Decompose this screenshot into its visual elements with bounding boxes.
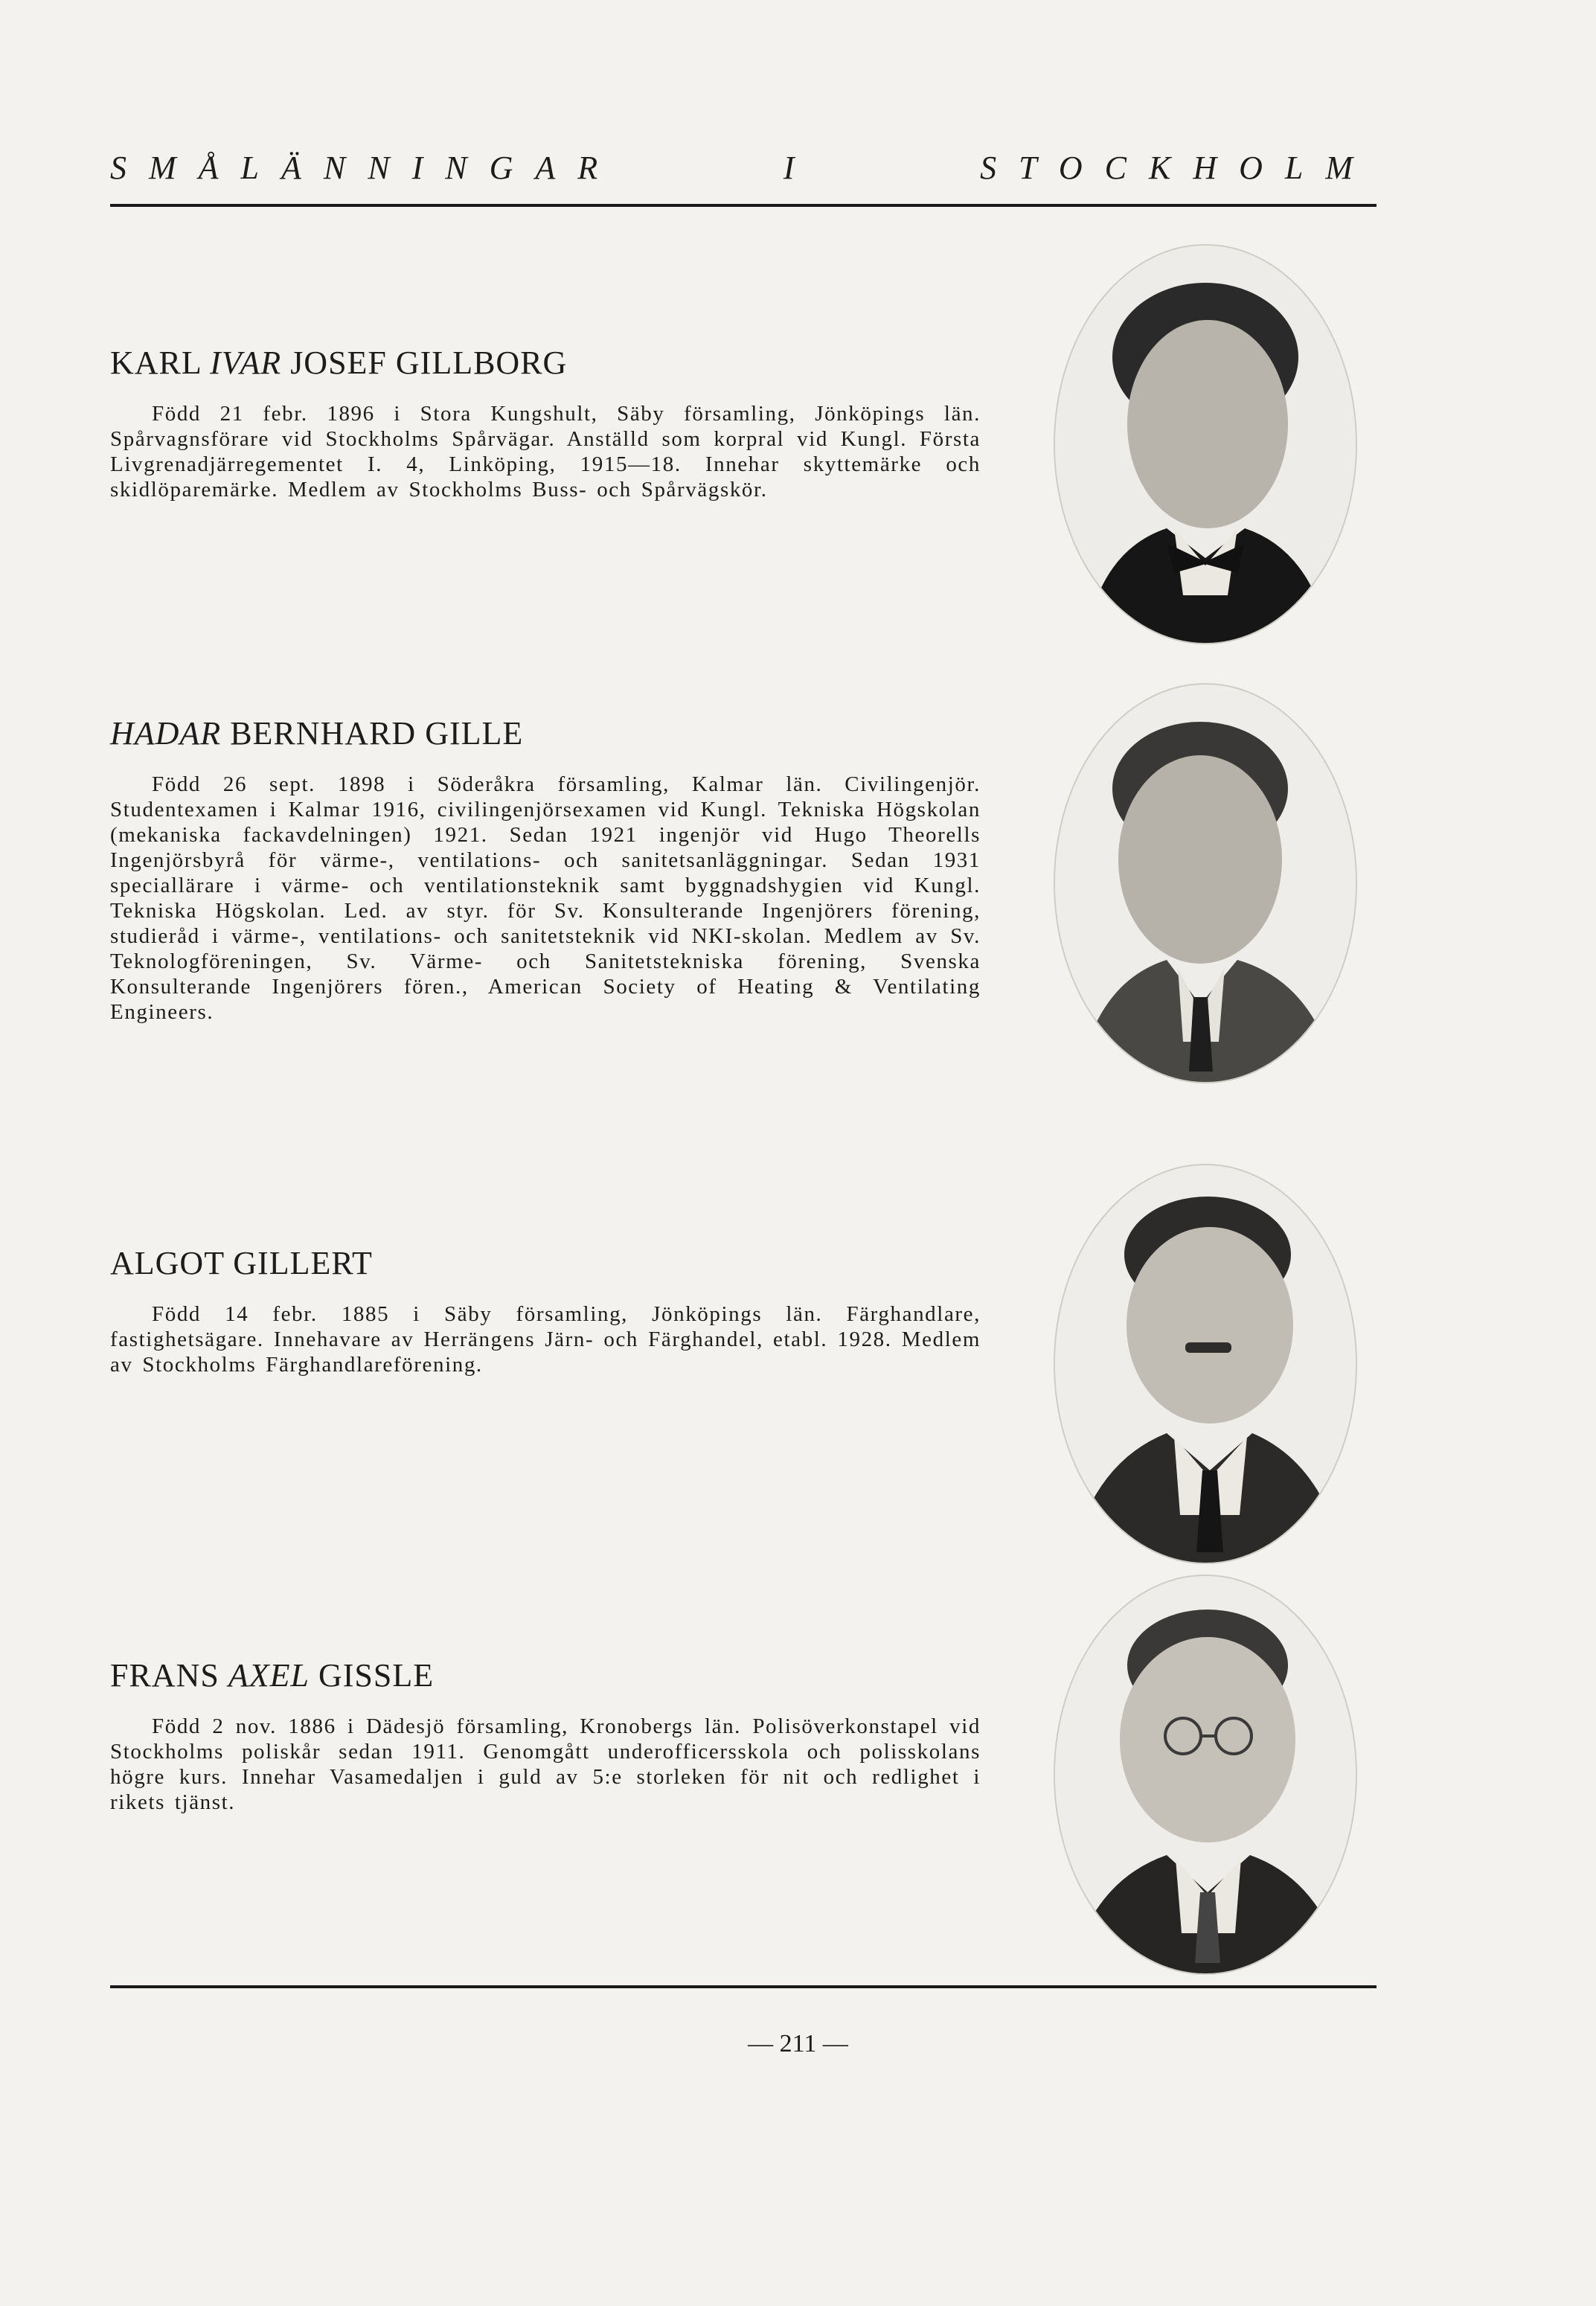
person-name — [110, 714, 981, 752]
name-part-italic: HADAR — [110, 715, 222, 752]
portrait-photo — [1055, 1576, 1356, 1973]
portrait-photo — [1055, 685, 1356, 1082]
biography-entry — [110, 1244, 981, 1377]
running-header-title: SMÅLÄNNINGAR I STOCKHOLM — [110, 150, 1375, 186]
page-number: — 211 — — [748, 2030, 848, 2057]
portrait-photo — [1055, 246, 1356, 643]
name-part: FRANS — [110, 1657, 228, 1694]
person-bio: Född 21 febr. 1896 i Stora Kungshult, Säby församling, Jönköpings län. Spårvagnsförare vid Stockholms Spårvägar. Anställd som korpral vid Kungl. Första Livgrenadjärregementet I. 4, Linköping, 1915—18. Innehar skyttemärke och skidlöparemärke. Medlem av Stockholms Buss- och Spårvägskör. — [110, 402, 981, 502]
running-header — [110, 149, 1375, 193]
name-part: JOSEF GILLBORG — [281, 345, 568, 381]
name-part-italic: AXEL — [228, 1657, 310, 1694]
person-name — [110, 344, 981, 382]
name-part: GISSLE — [309, 1657, 435, 1694]
header-rule — [110, 204, 1377, 207]
name-part: KARL — [110, 345, 211, 381]
name-part-italic: IVAR — [210, 345, 282, 381]
person-name — [110, 1656, 981, 1694]
footer-rule — [110, 1985, 1377, 1988]
person-bio: Född 2 nov. 1886 i Dädesjö församling, Kronobergs län. Polisöverkonstapel vid Stockholms poliskår sedan 1911. Genomgått underofficersskola och polisskolans högre kurs. Innehar Vasamedaljen i guld av 5:e storleken för nit och redlighet i rikets tjänst. — [110, 1714, 981, 1814]
biography-entry — [110, 344, 981, 502]
name-part: BERNHARD GILLE — [221, 715, 524, 752]
biography-entry — [110, 714, 981, 1025]
person-name — [110, 1244, 981, 1282]
name-part: ALGOT GILLERT — [110, 1245, 373, 1281]
person-bio: Född 26 sept. 1898 i Söderåkra församling, Kalmar län. Civilingenjör. Studentexamen i Kalmar 1916, civilingenjörsexamen vid Kungl. Tekniska Högskolan (mekaniska fackavdelningen) 1921. Sedan 1921 ingenjör vid Hugo Theorells Ingenjörsbyrå för värme-, ventilations- och sanitetsanläggningar. Sedan 1931 speciallärare i värme- och ventilationsteknik samt byggnadshygien vid Kungl. Tekniska Högskolan. Led. av styr. för Sv. Konsulterande Ingenjörers förening, studieråd i värme-, ventilations- och sanitetsteknik vid NKI-skolan. Medlem av Sv. Teknologföreningen, Sv. Värme- och Sanitetstekniska förening, Svenska Konsulterande Ingenjörers fören., American Society of Heating & Ventilating Engineers. — [110, 772, 981, 1024]
biography-entry — [110, 1656, 981, 1815]
portrait-photo — [1055, 1165, 1356, 1563]
person-bio: Född 14 febr. 1885 i Säby församling, Jönköpings län. Färghandlare, fastighetsägare. Innehavare av Herrängens Järn- och Färghandel, etabl. 1928. Medlem av Stockholms Färghandlareförening. — [110, 1302, 981, 1377]
